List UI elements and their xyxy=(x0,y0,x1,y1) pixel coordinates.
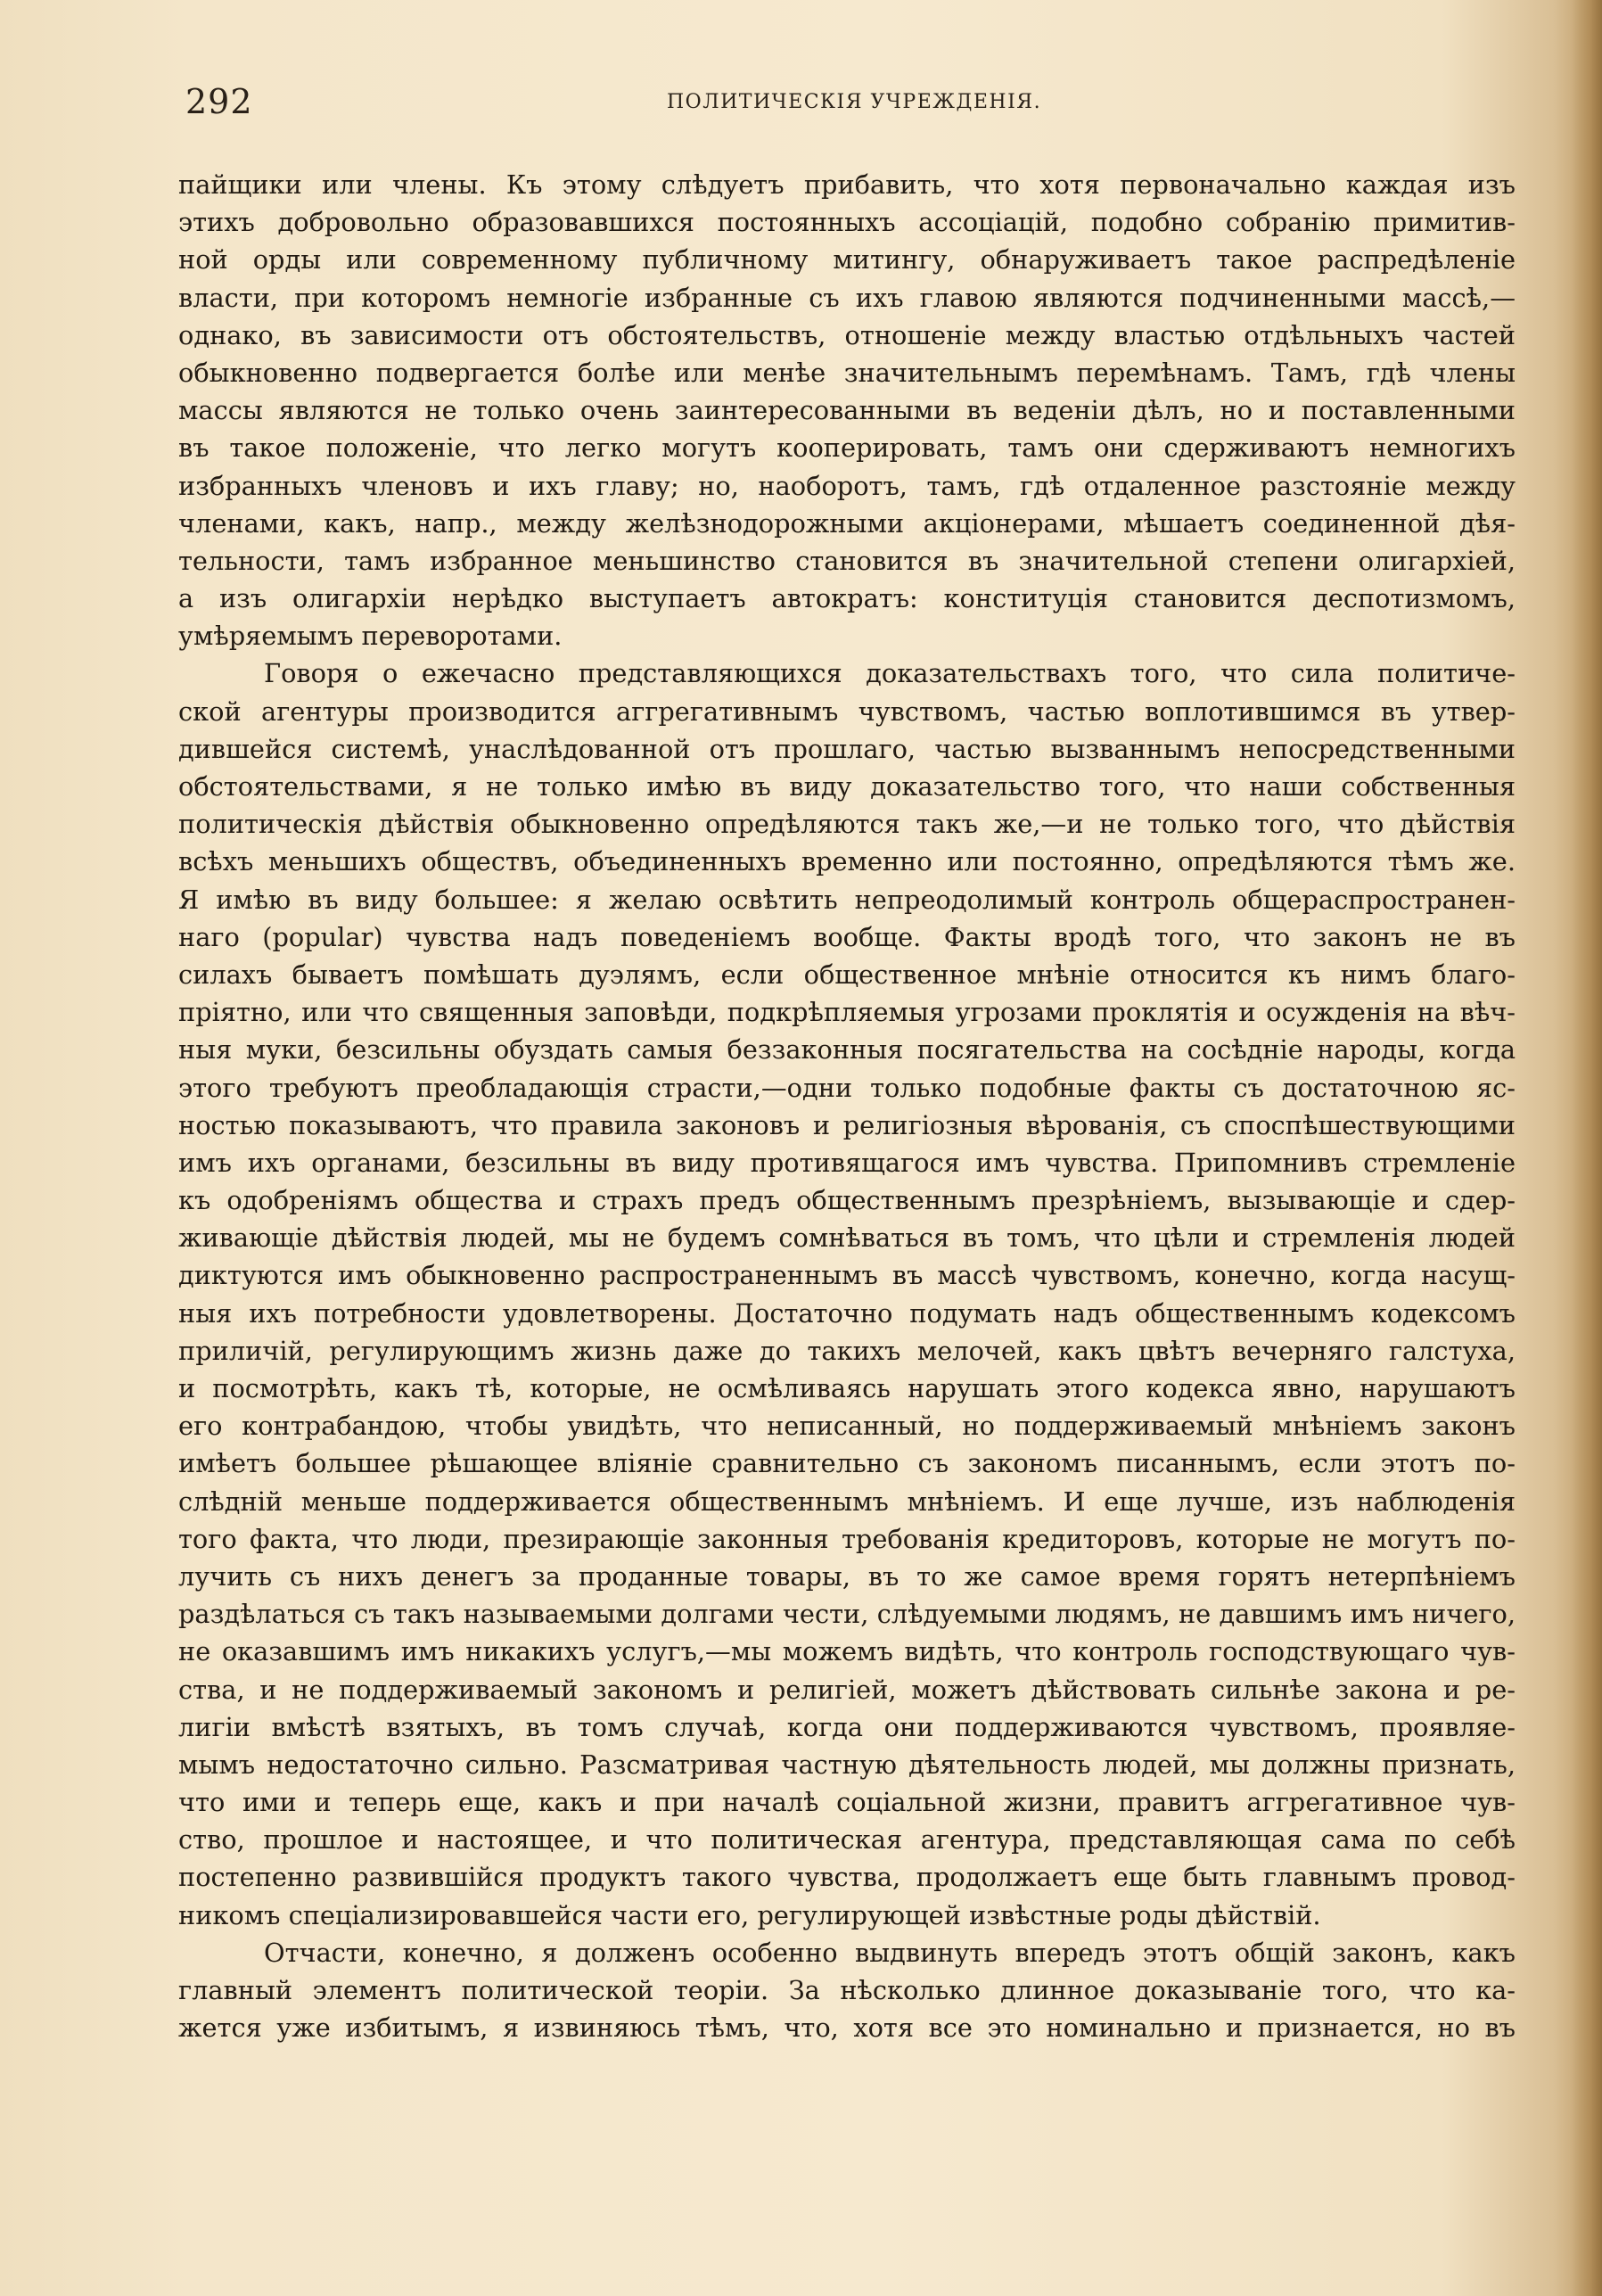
text-line: а изъ олигархіи нерѣдко выступаетъ автократъ: конституція становится деспотизмомъ, xyxy=(178,583,1516,614)
text-line: обстоятельствами, я не только имѣю въ виду доказательство того, что наши собственныя xyxy=(178,771,1516,802)
text-line: въ такое положеніе, что легко могутъ кооперировать, тамъ они сдерживаютъ немногихъ xyxy=(178,432,1516,464)
text-line: имѣетъ большее рѣшающее вліяніе сравнительно съ закономъ писаннымъ, если этотъ по- xyxy=(178,1448,1516,1479)
text-line: массы являются не только очень заинтересованными въ веденіи дѣлъ, но и поставленными xyxy=(178,395,1516,426)
text-line: жется уже избитымъ, я извиняюсь тѣмъ, что, хотя все это номинально и признается, но въ xyxy=(178,2012,1516,2044)
text-line: избранныхъ членовъ и ихъ главу; но, наоборотъ, тамъ, гдѣ отдаленное разстояніе между xyxy=(178,470,1516,501)
text-line: главный элементъ политической теоріи. За нѣсколько длинное доказываніе того, что ка- xyxy=(178,1975,1516,2005)
page-edge-shadow xyxy=(1572,0,1602,2296)
text-line: наго (popular) чувства надъ поведеніемъ вообще. Факты вродѣ того, что законъ не въ xyxy=(178,921,1516,952)
text-line: ской агентуры производится аггрегативнымъ чувствомъ, частью воплотившимся въ утвер- xyxy=(178,695,1516,727)
text-line: ства, и не поддерживаемый закономъ и религіей, можетъ дѣйствовать сильнѣе закона и ре- xyxy=(178,1674,1516,1705)
text-line: къ одобреніямъ общества и страхъ предъ общественнымъ презрѣніемъ, вызывающіе и сдер- xyxy=(178,1185,1516,1216)
running-title: ПОЛИТИЧЕСКІЯ УЧРЕЖДЕНІЯ. xyxy=(667,91,1042,113)
page-header xyxy=(185,82,1532,127)
text-line: что ими и теперь еще, какъ и при началѣ соціальной жизни, правитъ аггрегативное чув- xyxy=(178,1787,1516,1818)
text-line: ныя муки, безсильны обуздать самыя беззаконныя посягательства на сосѣдніе народы, когда xyxy=(178,1034,1516,1066)
text-line: приличій, регулирующимъ жизнь даже до такихъ мелочей, какъ цвѣтъ вечерняго галстуха, xyxy=(178,1335,1516,1366)
text-line: мымъ недостаточно сильно. Разсматривая частную дѣятельность людей, мы должны признать, xyxy=(178,1749,1516,1780)
text-line: ностью показываютъ, что правила законовъ и религіозныя вѣрованія, съ споспѣшествующими xyxy=(178,1109,1516,1140)
text-line: никомъ спеціализировавшейся части его, регулирующей извѣстные роды дѣйствій. xyxy=(178,1899,1321,1930)
text-line: ной орды или современному публичному митингу, обнаруживаетъ такое распредѣленіе xyxy=(178,244,1516,276)
text-line: раздѣлаться съ такъ называемыми долгами чести, слѣдуемыми людямъ, не давшимъ имъ ничего, xyxy=(178,1599,1516,1630)
text-line: умѣряемымъ переворотами. xyxy=(178,621,563,652)
body-text xyxy=(178,166,1516,2046)
text-line: имъ ихъ органами, безсильны въ виду противящагося имъ чувства. Припомнивъ стремленіе xyxy=(178,1147,1516,1178)
text-line: того факта, что люди, презирающіе законныя требованія кредиторовъ, которые не могутъ по- xyxy=(178,1523,1516,1554)
text-line: ныя ихъ потребности удовлетворены. Достаточно подумать надъ общественнымъ кодексомъ xyxy=(178,1297,1516,1329)
text-line: диктуются имъ обыкновенно распространеннымъ въ массѣ чувствомъ, конечно, когда насущ- xyxy=(178,1260,1516,1291)
text-line: этихъ добровольно образовавшихся постоянныхъ ассоціацій, подобно собранію примитив- xyxy=(178,207,1516,238)
text-line: членами, какъ, напр., между желѣзнодорожными акціонерами, мѣшаетъ соединенной дѣя- xyxy=(178,507,1516,539)
text-line: власти, при которомъ немногіе избранные съ ихъ главою являются подчиненными массѣ,— xyxy=(178,282,1516,313)
text-line: тельности, тамъ избранное меньшинство становится въ значительной степени олигархіей, xyxy=(178,545,1516,576)
text-line: Отчасти, конечно, я долженъ особенно выдвинуть впередъ этотъ общій законъ, какъ xyxy=(264,1937,1516,1968)
text-line: Я имѣю въ виду большее: я желаю освѣтить непреодолимый контроль общераспространен- xyxy=(178,884,1516,915)
text-line: всѣхъ меньшихъ обществъ, объединенныхъ временно или постоянно, опредѣляются тѣмъ же. xyxy=(178,846,1516,877)
text-line: живающіе дѣйствія людей, мы не будемъ сомнѣваться въ томъ, что цѣли и стремленія людей xyxy=(178,1222,1516,1254)
text-line: не оказавшимъ имъ никакихъ услугъ,—мы можемъ видѣть, что контроль господствующаго чув- xyxy=(178,1636,1516,1667)
text-line: пайщики или члены. Къ этому слѣдуетъ прибавить, что хотя первоначально каждая изъ xyxy=(178,169,1516,200)
text-line: постепенно развившійся продуктъ такого чувства, продолжаетъ еще быть главнымъ провод- xyxy=(178,1862,1516,1893)
page-number: 292 xyxy=(185,82,253,121)
text-line: и посмотрѣть, какъ тѣ, которые, не осмѣливаясь нарушать этого кодекса явно, нарушаютъ xyxy=(178,1373,1516,1403)
text-line: обыкновенно подвергается болѣе или менѣе значительнымъ перемѣнамъ. Тамъ, гдѣ члены xyxy=(178,357,1516,388)
text-line: ство, прошлое и настоящее, и что политическая агентура, представляющая сама по себѣ xyxy=(178,1824,1516,1856)
text-line: дившейся системѣ, унаслѣдованной отъ прошлаго, частью вызваннымъ непосредственными xyxy=(178,733,1516,764)
text-line: силахъ бываетъ помѣшать дуэлямъ, если общественное мнѣніе относится къ нимъ благо- xyxy=(178,959,1516,990)
text-line: лучить съ нихъ денегъ за проданные товары, въ то же самое время горятъ нетерпѣніемъ xyxy=(178,1560,1516,1592)
text-line: пріятно, или что священныя заповѣди, подкрѣпляемыя угрозами проклятія и осужденія на вѣч- xyxy=(178,997,1516,1028)
text-line: этого требуютъ преобладающія страсти,—одни только подобные факты съ достаточною яс- xyxy=(178,1072,1516,1103)
text-line: Говоря о ежечасно представляющихся доказательствахъ того, что сила политиче- xyxy=(264,658,1516,689)
text-line: политическія дѣйствія обыкновенно опредѣляются такъ же,—и не только того, что дѣйствія xyxy=(178,809,1516,840)
text-line: лигіи вмѣстѣ взятыхъ, въ томъ случаѣ, когда они поддерживаются чувствомъ, проявляе- xyxy=(178,1711,1516,1742)
text-line: слѣдній меньше поддерживается общественнымъ мнѣніемъ. И еще лучше, изъ наблюденія xyxy=(178,1485,1516,1517)
text-line: его контрабандою, чтобы увидѣть, что неписанный, но поддерживаемый мнѣніемъ законъ xyxy=(178,1411,1516,1442)
text-line: однако, въ зависимости отъ обстоятельствъ, отношеніе между властью отдѣльныхъ частей xyxy=(178,319,1516,350)
